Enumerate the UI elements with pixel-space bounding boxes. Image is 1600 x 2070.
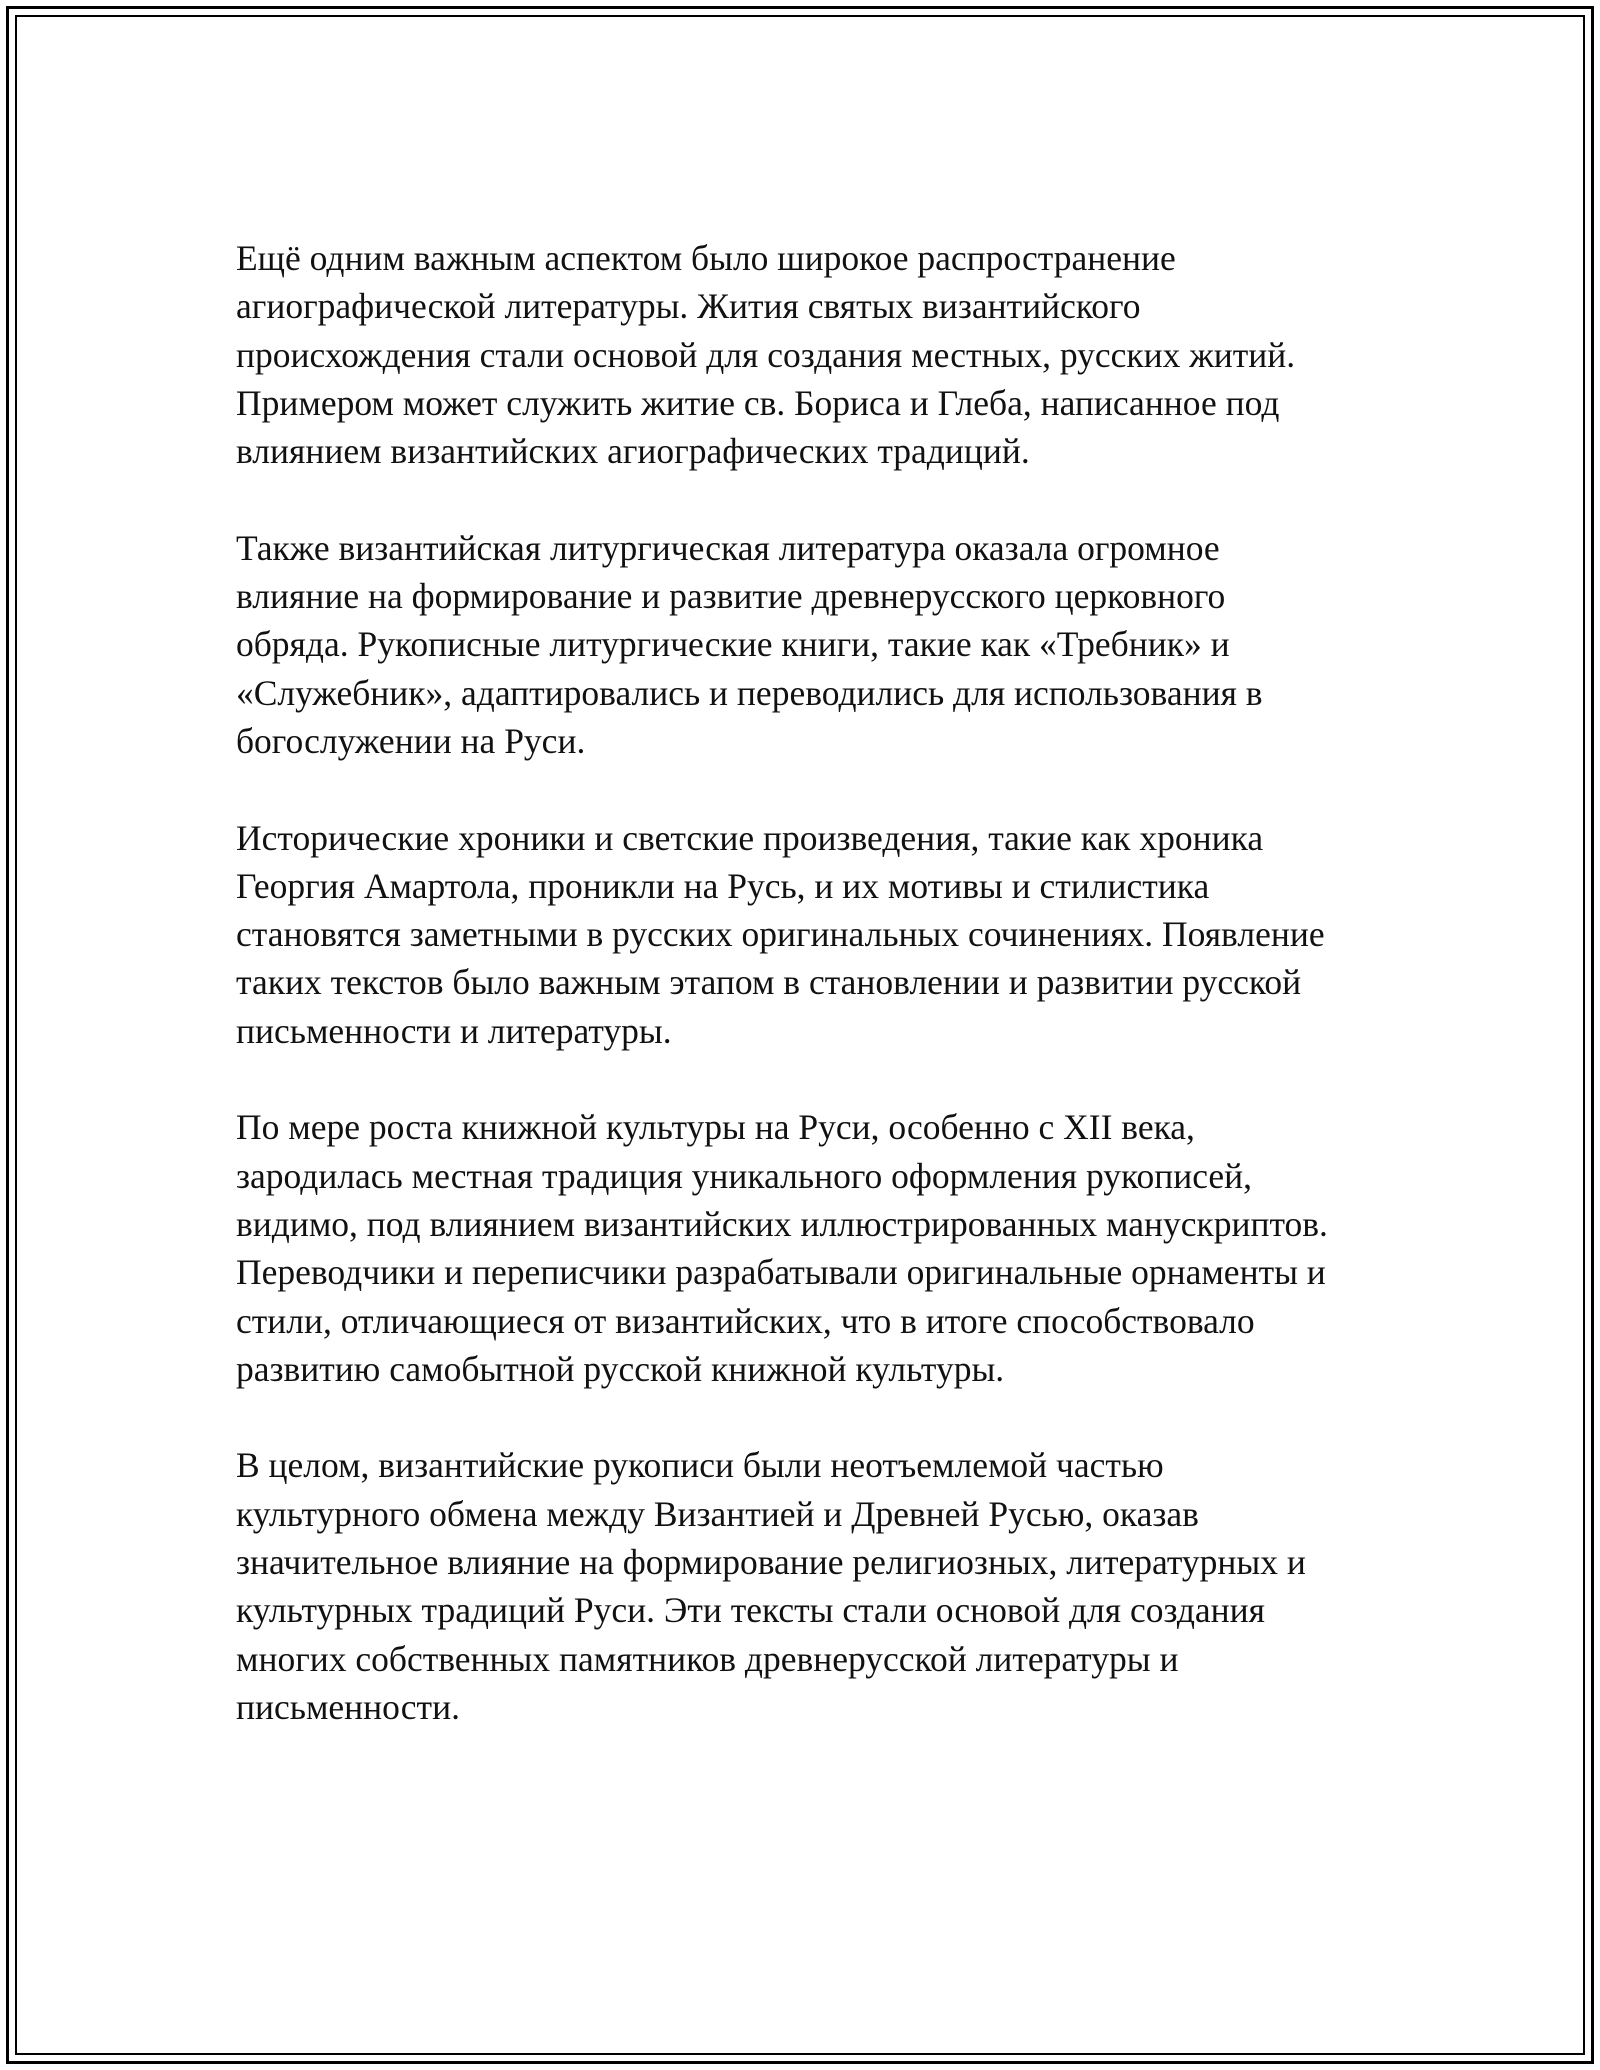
text-line: обряда. Рукописные литургические книги, такие как «Требник» и xyxy=(236,624,1230,665)
text-line: таких текстов было важным этапом в становлении и развитии русской xyxy=(236,962,1302,1003)
text-line: письменности. xyxy=(236,1686,460,1727)
paragraph-1 xyxy=(236,234,1386,475)
text-line: По мере роста книжной культуры на Руси, особенно с XII века, xyxy=(236,1107,1195,1148)
text-line: влияние на формирование и развитие древнерусского церковного xyxy=(236,576,1226,617)
text-line: влиянием византийских агиографических традиций. xyxy=(236,431,1030,472)
text-line: становятся заметными в русских оригинальных сочинениях. Появление xyxy=(236,914,1325,955)
paragraph-4 xyxy=(236,1103,1386,1393)
text-line: Исторические хроники и светские произведения, такие как хроника xyxy=(236,817,1264,858)
text-line: богослужении на Руси. xyxy=(236,720,586,761)
paragraph-5 xyxy=(236,1441,1386,1731)
text-line: зародилась местная традиция уникального оформления рукописей, xyxy=(236,1155,1253,1196)
text-line: Ещё одним важным аспектом было широкое распространение xyxy=(236,238,1176,278)
text-line: Также византийская литургическая литература оказала огромное xyxy=(236,527,1220,568)
text-line: «Служебник», адаптировались и переводились для использования в xyxy=(236,672,1263,713)
text-line: письменности и литературы. xyxy=(236,1010,672,1051)
text-line: агиографической литературы. Жития святых византийского xyxy=(236,286,1141,327)
text-line: происхождения стали основой для создания местных, русских житий. xyxy=(236,334,1296,375)
text-line: Переводчики и переписчики разрабатывали оригинальные орнаменты и xyxy=(236,1252,1326,1293)
paragraph-2 xyxy=(236,524,1386,765)
text-line: многих собственных памятников древнерусской литературы и xyxy=(236,1638,1179,1679)
text-line: культурных традиций Руси. Эти тексты стали основой для создания xyxy=(236,1590,1265,1631)
document-body xyxy=(236,234,1386,1731)
text-line: В целом, византийские рукописи были неотъемлемой частью xyxy=(236,1445,1164,1486)
text-line: развитию самобытной русской книжной культуры. xyxy=(236,1348,1005,1389)
text-line: Примером может служить житие св. Бориса и Глеба, написанное под xyxy=(236,382,1280,423)
text-line: видимо, под влиянием византийских иллюстрированных манускриптов. xyxy=(236,1203,1328,1244)
text-line: стили, отличающиеся от византийских, что в итоге способствовало xyxy=(236,1300,1255,1341)
paragraph-3 xyxy=(236,814,1386,1055)
text-line: культурного обмена между Византией и Древней Русью, оказав xyxy=(236,1493,1199,1534)
text-line: значительное влияние на формирование религиозных, литературных и xyxy=(236,1542,1306,1583)
text-line: Георгия Амартола, проникли на Русь, и их мотивы и стилистика xyxy=(236,865,1210,906)
